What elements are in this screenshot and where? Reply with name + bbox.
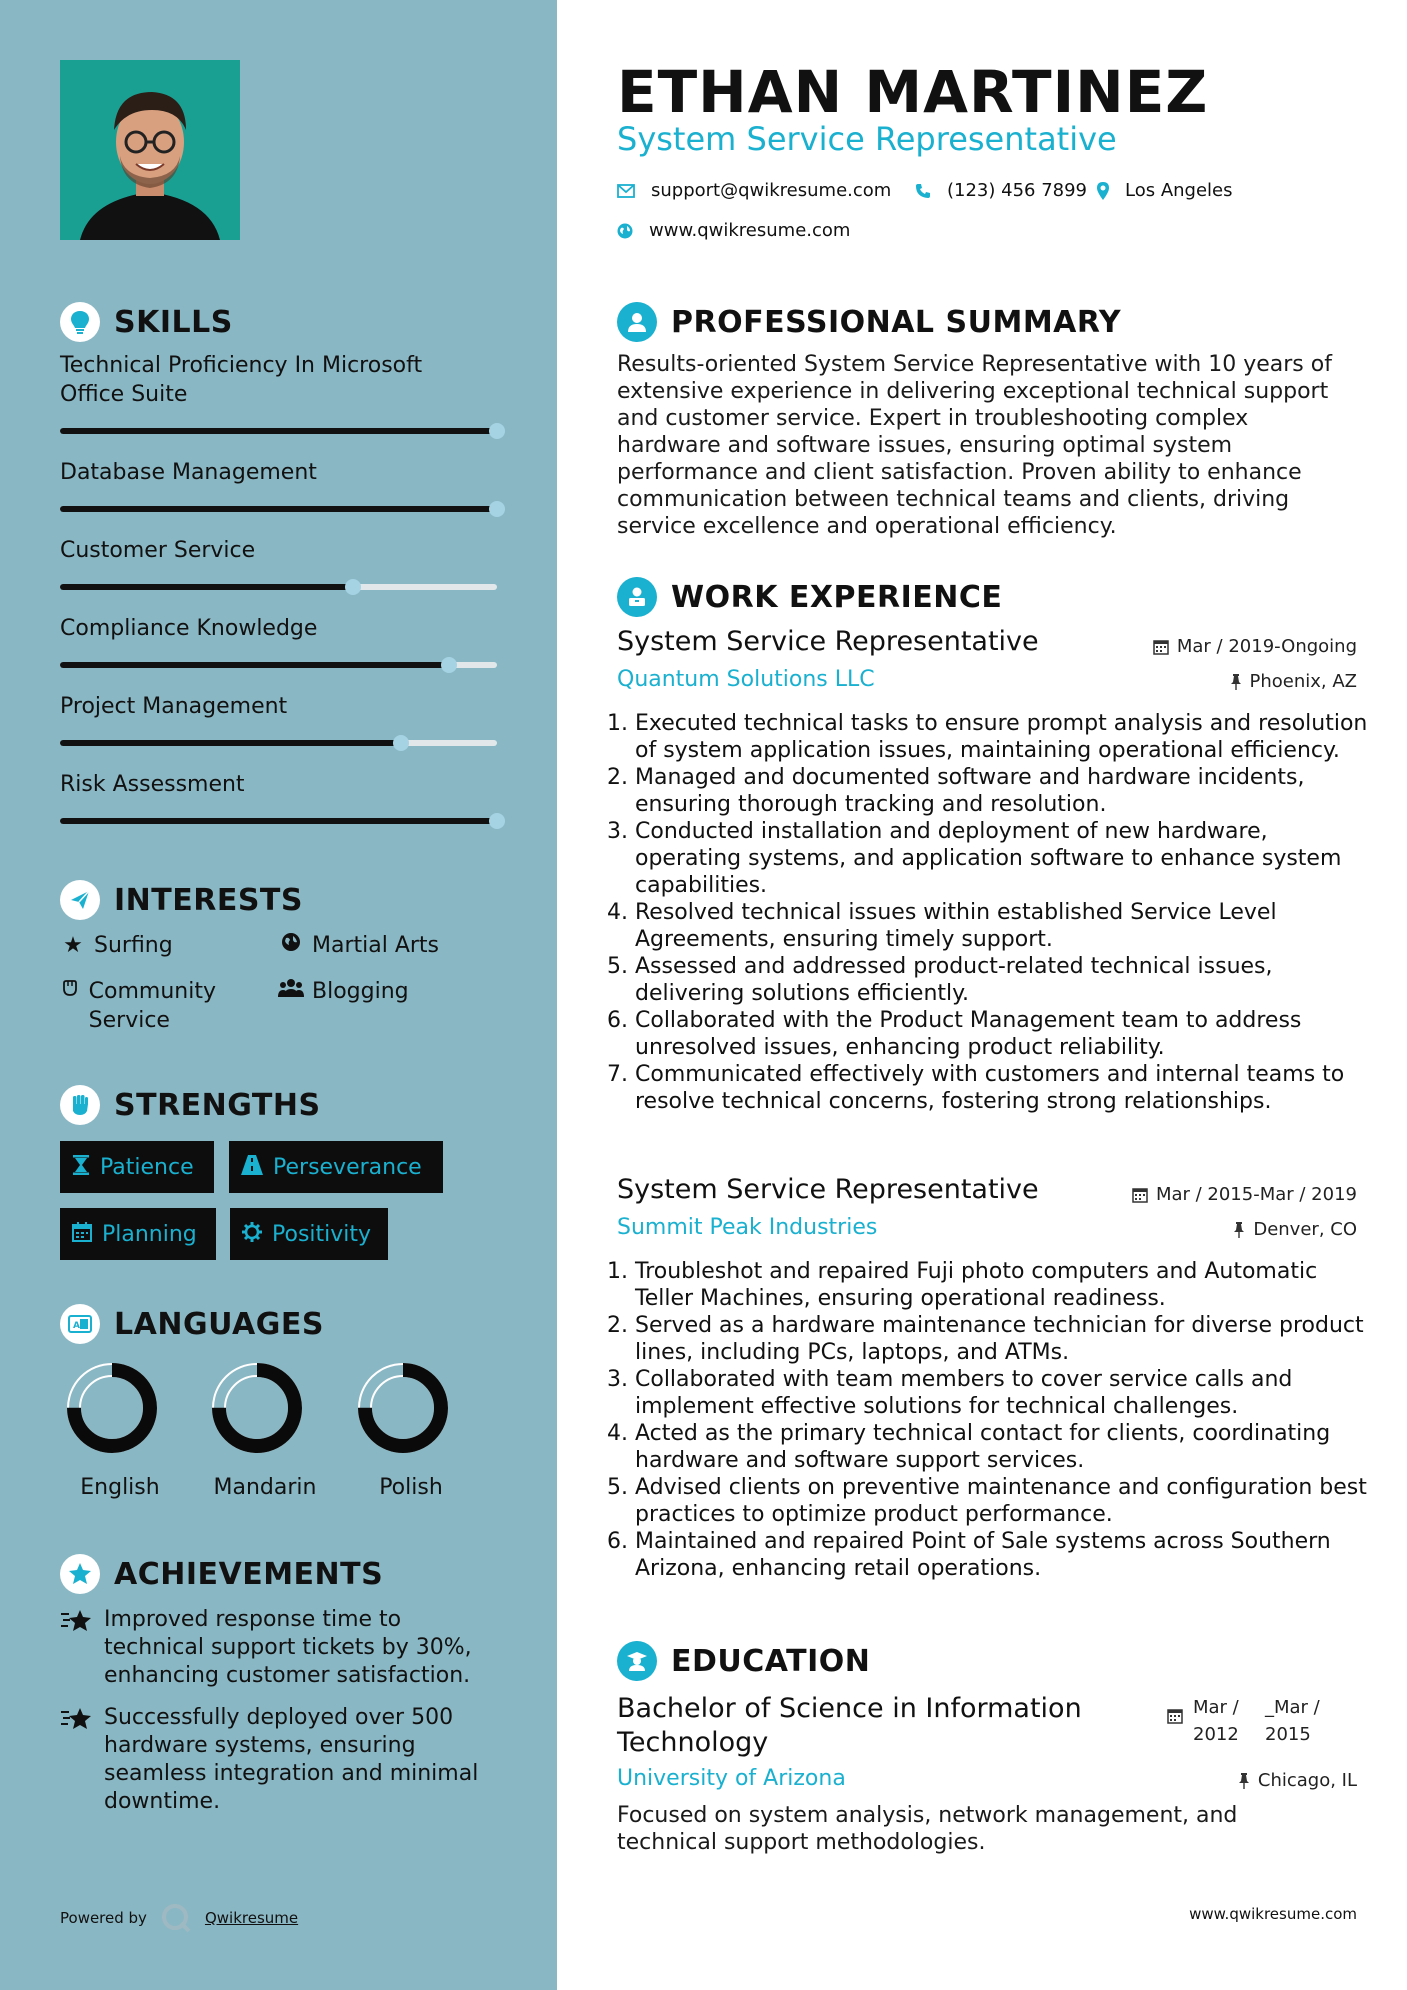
job-location — [1233, 1219, 1357, 1240]
interest-label: Blogging — [312, 979, 409, 1004]
achievement-text: Improved response time to technical support tickets by 30%, enhancing customer satisfaction. — [104, 1607, 472, 1688]
contact-phone[interactable] — [915, 180, 1087, 201]
skill-bar-knob — [489, 813, 505, 829]
achievement-text: Successfully deployed over 500 hardware systems, ensuring seamless integration and minimal downtime. — [104, 1705, 479, 1814]
qwikresume-logo-icon — [161, 1903, 191, 1933]
duty-item: 6. Maintained and repaired Point of Sale systems across Southern Arizona, enhancing retail operations. — [635, 1528, 1380, 1582]
language-label: English — [80, 1475, 160, 1500]
language-label: Polish — [379, 1475, 443, 1500]
shooting-star-icon — [60, 1704, 94, 1816]
shooting-star-icon — [60, 1606, 94, 1690]
skill-bar-fill — [60, 662, 449, 668]
calendar-icon — [1153, 639, 1169, 655]
skill-bar — [60, 818, 497, 824]
languages-header — [60, 1304, 324, 1344]
achievement-item — [60, 1704, 500, 1816]
education-location — [1238, 1770, 1357, 1791]
duty-item: 2. Served as a hardware maintenance technician for diverse product lines, including PCs, laptops, and ATMs. — [635, 1312, 1380, 1366]
main-content — [557, 0, 1407, 1990]
skill-bar-fill — [60, 428, 497, 434]
strength-label: Planning — [102, 1221, 197, 1247]
skill-bar — [60, 662, 497, 668]
skill-bar-fill — [60, 506, 497, 512]
candidate-name: ETHAN MARTINEZ — [617, 58, 1209, 126]
candidate-role: System Service Representative — [617, 120, 1117, 158]
duty-item: 3. Collaborated with team members to cover service calls and implement effective solutions for technical challenges. — [635, 1366, 1380, 1420]
education-location-text: Chicago, IL — [1257, 1770, 1357, 1791]
gear-icon — [242, 1222, 262, 1247]
summary-text: Results-oriented System Service Representative with 10 years of extensive experience in delivering exceptional technical support and customer service. Expert in troubleshooting complex hardware and software issues, ensuring optimal system performance and client satisfaction. Proven ability to enhance communication between technical teams and clients, driving service excellence and operational efficiency. — [617, 352, 1332, 539]
star-badge-icon — [60, 1554, 100, 1594]
company-name: Quantum Solutions LLC — [617, 667, 875, 692]
education-end: _Mar / 2015 — [1265, 1697, 1320, 1745]
website-text: www.qwikresume.com — [649, 220, 851, 241]
languages-title: LANGUAGES — [114, 1306, 324, 1342]
interests-header — [60, 880, 303, 920]
briefcase-user-icon — [617, 577, 657, 617]
star-icon: ★ — [63, 933, 83, 958]
skill-bar-knob — [489, 423, 505, 439]
job-title: System Service Representative — [617, 626, 1039, 657]
contact-location — [1097, 180, 1233, 201]
fist-icon — [60, 1085, 100, 1125]
experience-title: WORK EXPERIENCE — [671, 579, 1003, 615]
strength-badge — [60, 1141, 214, 1193]
interest-item — [60, 931, 173, 960]
job-location-text: Phoenix, AZ — [1249, 671, 1357, 692]
skill-bar-knob — [489, 501, 505, 517]
interest-item — [60, 977, 260, 1035]
skill-label: Technical Proficiency In Microsoft Office Suite — [60, 353, 423, 407]
globe-icon — [617, 223, 633, 239]
footer-website[interactable]: www.qwikresume.com — [1189, 1905, 1357, 1923]
summary-header — [617, 302, 1121, 342]
strengths-title: STRENGTHS — [114, 1087, 321, 1123]
skill-bar — [60, 740, 497, 746]
skills-header — [60, 302, 233, 342]
interests-title: INTERESTS — [114, 882, 303, 918]
education-start: Mar / 2012 — [1193, 1697, 1239, 1745]
language-ring — [211, 1362, 303, 1454]
company-name: Summit Peak Industries — [617, 1215, 878, 1240]
calendar-icon — [1132, 1187, 1148, 1203]
job-location-text: Denver, CO — [1253, 1219, 1357, 1240]
interest-item — [278, 931, 439, 960]
duty-item: 6. Collaborated with the Product Management team to address unresolved issues, enhancing product reliability. — [635, 1007, 1380, 1061]
powered-by-label: Powered by — [60, 1909, 147, 1927]
paper-plane-icon — [60, 880, 100, 920]
duty-item: 2. Managed and documented software and hardware incidents, ensuring thorough tracking and resolution. — [635, 764, 1380, 818]
strength-label: Positivity — [272, 1221, 372, 1247]
globe-icon — [278, 931, 304, 960]
interest-item — [278, 977, 409, 1006]
skill-label: Risk Assessment — [60, 772, 245, 797]
skill-label: Database Management — [60, 460, 317, 485]
strength-badge — [230, 1208, 388, 1260]
calendar-icon — [1167, 1708, 1183, 1728]
school-name: University of Arizona — [617, 1766, 846, 1791]
job-location — [1230, 671, 1358, 692]
strength-label: Perseverance — [273, 1154, 422, 1180]
powered-by — [60, 1903, 298, 1933]
duty-item: 4. Acted as the primary technical contact for clients, coordinating hardware and software support services. — [635, 1420, 1380, 1474]
hand-icon — [60, 977, 81, 1006]
calendar-icon — [72, 1222, 92, 1247]
lightbulb-icon — [60, 302, 100, 342]
job-dates-text: Mar / 2019-Ongoing — [1176, 636, 1357, 657]
phone-icon — [915, 183, 931, 199]
phone-text: (123) 456 7899 — [947, 180, 1088, 201]
strength-label: Patience — [100, 1154, 194, 1180]
skill-bar — [60, 506, 497, 512]
skill-bar-fill — [60, 584, 353, 590]
graduate-icon — [617, 1641, 657, 1681]
experience-header — [617, 577, 1002, 617]
skill-label: Compliance Knowledge — [60, 616, 318, 641]
envelope-icon — [617, 184, 635, 198]
achievement-item — [60, 1606, 500, 1690]
job-dates — [1153, 636, 1357, 657]
language-label: Mandarin — [213, 1475, 317, 1500]
interest-label: Martial Arts — [312, 933, 440, 958]
job-duties — [617, 1258, 1380, 1582]
duty-item: 4. Resolved technical issues within established Service Level Agreements, ensuring timely support. — [635, 899, 1380, 953]
skill-bar-knob — [393, 735, 409, 751]
skill-label: Customer Service — [60, 538, 256, 563]
duty-item: 5. Advised clients on preventive maintenance and configuration best practices to optimize product performance. — [635, 1474, 1380, 1528]
interest-label: Community Service — [88, 979, 216, 1033]
education-title: EDUCATION — [671, 1643, 871, 1679]
skill-bar-knob — [345, 579, 361, 595]
duty-item: 1. Executed technical tasks to ensure prompt analysis and resolution of system application issues, maintaining operational efficiency. — [635, 710, 1380, 764]
job-title: System Service Representative — [617, 1174, 1039, 1205]
qwikresume-link[interactable]: Qwikresume — [204, 1909, 299, 1927]
job-duties — [617, 710, 1380, 1115]
education-header — [617, 1641, 870, 1681]
skill-bar-fill — [60, 740, 401, 746]
contact-website[interactable] — [617, 220, 850, 241]
group-icon — [278, 977, 304, 1006]
interest-label: Surfing — [94, 933, 173, 958]
skill-bar — [60, 584, 497, 590]
pin-icon — [1230, 674, 1242, 690]
summary-title: PROFESSIONAL SUMMARY — [671, 304, 1122, 340]
hourglass-icon — [72, 1155, 90, 1180]
contact-email[interactable] — [617, 180, 891, 201]
email-text: support@qwikresume.com — [651, 180, 892, 201]
duty-item: 3. Conducted installation and deployment of new hardware, operating systems, and application software to enhance system capabilities. — [635, 818, 1380, 899]
job-dates — [1132, 1184, 1357, 1205]
skill-label: Project Management — [60, 694, 288, 719]
sidebar — [0, 0, 557, 1990]
education-description: Focused on system analysis, network management, and technical support methodologies. — [617, 1803, 1238, 1855]
skill-bar-knob — [441, 657, 457, 673]
translate-icon — [60, 1304, 100, 1344]
strengths-header — [60, 1085, 321, 1125]
map-pin-icon — [1097, 182, 1109, 200]
strength-badge — [60, 1208, 216, 1260]
language-ring — [66, 1362, 158, 1454]
road-icon — [241, 1155, 263, 1180]
skills-title: SKILLS — [114, 304, 233, 340]
strength-badge — [229, 1141, 443, 1193]
profile-photo — [60, 60, 240, 240]
achievements-header — [60, 1554, 383, 1594]
achievements-title: ACHIEVEMENTS — [114, 1556, 384, 1592]
skill-bar — [60, 428, 497, 434]
svg-text:A: A — [73, 1321, 80, 1331]
pin-icon — [1238, 1773, 1250, 1789]
duty-item: 1. Troubleshot and repaired Fuji photo computers and Automatic Teller Machines, ensuring operational readiness. — [635, 1258, 1380, 1312]
degree-title: Bachelor of Science in Information Technology — [617, 1693, 1082, 1758]
language-ring — [357, 1362, 449, 1454]
pin-icon — [1233, 1222, 1245, 1238]
location-text: Los Angeles — [1125, 180, 1233, 201]
duty-item: 5. Assessed and addressed product-related technical issues, delivering solutions efficiently. — [635, 953, 1380, 1007]
user-icon — [617, 302, 657, 342]
job-dates-text: Mar / 2015-Mar / 2019 — [1155, 1184, 1357, 1205]
duty-item: 7. Communicated effectively with customers and internal teams to resolve technical concerns, fostering strong relationships. — [635, 1061, 1380, 1115]
skill-bar-fill — [60, 818, 497, 824]
